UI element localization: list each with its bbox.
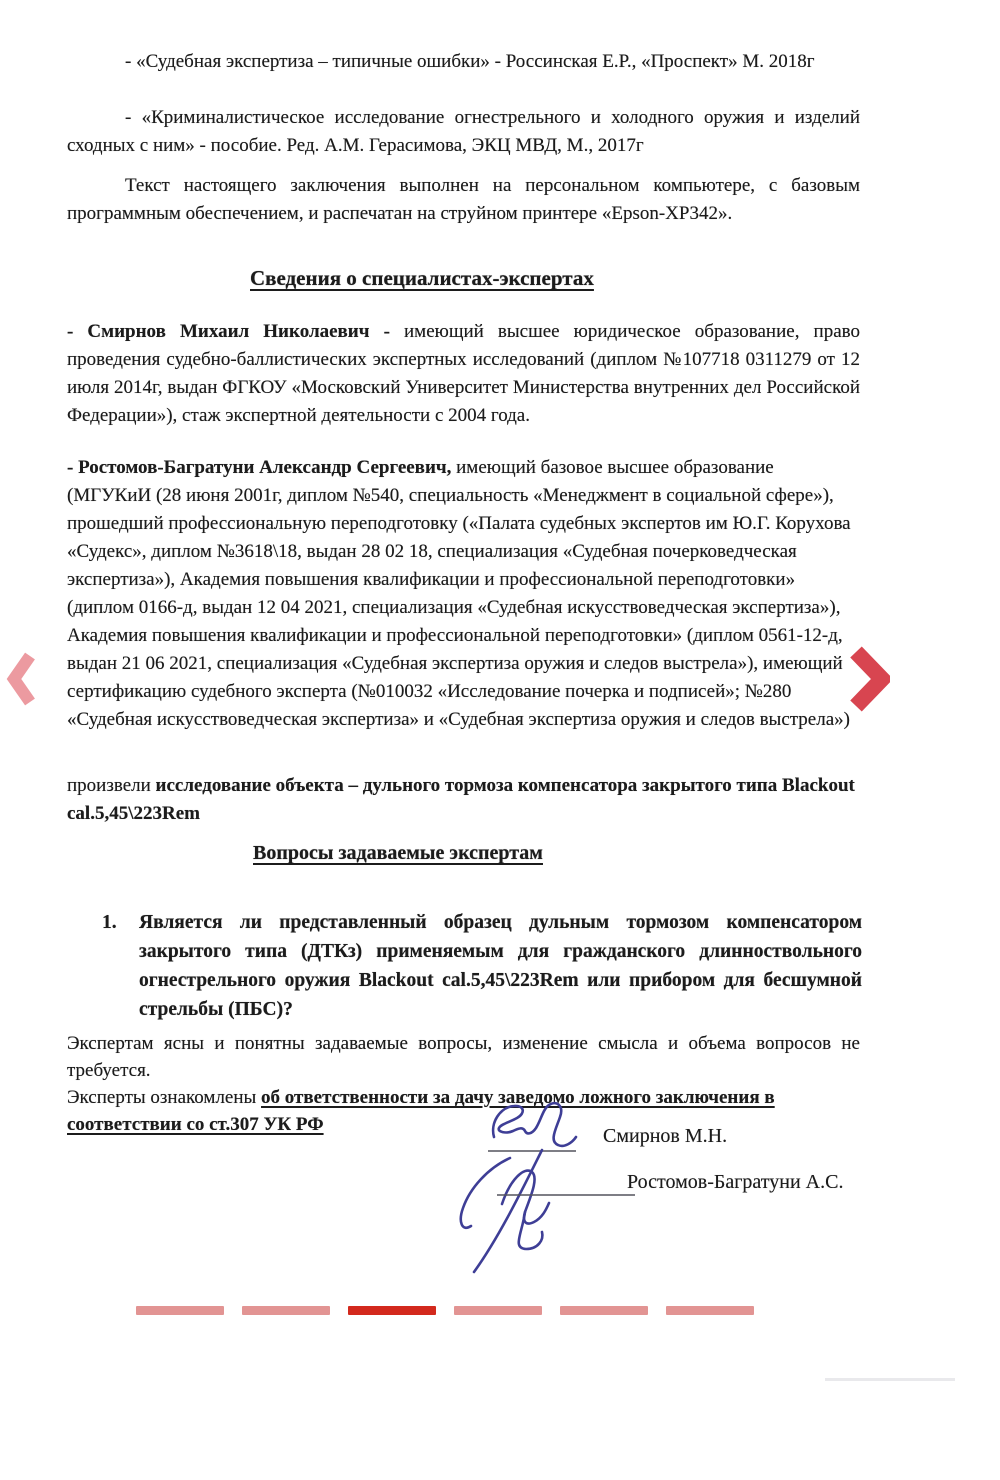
page-indicator-dash[interactable] xyxy=(560,1306,648,1315)
liability-statement: об ответственности за дачу заведомо ложного заключения в соответствии со ст.307 УК РФ xyxy=(67,1087,775,1135)
reference-item-2: - «Криминалистическое исследование огнестрельного и холодного оружия и изделий сходных с ним» - пособие. Ред. А.М. Герасимова, ЭКЦ МВД, М., 2017г xyxy=(67,107,860,156)
expert-smirnov-details: имеющий высшее юридическое образование, право проведения судебно-баллистических экспертных исследований (диплом №107718 0311279 от 12 июля 2014г, выдан ФГКОУ «Московский Университет Министерства внутренних дел Российской Федерации»), стаж экспертной деятельности с 2004 года. xyxy=(67,321,860,426)
liability-paragraph xyxy=(67,1084,860,1138)
expert-rostomov-name: - Ростомов-Багратуни Александр Сергеевич, xyxy=(67,457,452,478)
expert-smirnov-paragraph xyxy=(67,318,860,430)
signature-line-rostomov xyxy=(497,1194,635,1196)
signature-label-rostomov: Ростомов-Багратуни А.С. xyxy=(627,1171,844,1193)
page-indicator-dash[interactable] xyxy=(242,1306,330,1315)
scan-artifact xyxy=(825,1378,955,1381)
performed-prefix: произвели xyxy=(67,775,156,796)
expert-smirnov-name: - Смирнов Михаил Николаевич - xyxy=(67,321,390,342)
page-indicator-dash[interactable] xyxy=(454,1306,542,1315)
expert-rostomov-details: имеющий базовое высшее образование (МГУКиИ (28 июня 2001г, диплом №540, специальность «Менеджмент в социальной сфере»), прошедший профессиональную переподготовку («Палата судебных экспертов им Ю.Г. Корухова «Судекс», диплом №3618\18, выдан 28 02 18, специализация «Судебная почерковедческая экспертиза»), Академия повышения квалификации и профессиональной переподготовки» (диплом 0166-д, выдан 12 04 2021, специализация «Судебная искусствоведческая экспертиза»), Академия повышения квалификации и профессиональной переподготовки» (диплом 0561-12-д, выдан 21 06 2021, специализация «Судебная экспертиза оружия и следов выстрела»), имеющий сертификацию судебного эксперта (№010032 «Исследование почерка и подписей»; №280 «Судебная искусствоведческая экспертиза» и «Судебная экспертиза оружия и следов выстрела») xyxy=(67,457,851,730)
page-indicator-dash[interactable] xyxy=(136,1306,224,1315)
performed-research-paragraph xyxy=(67,772,860,828)
liability-prefix: Эксперты ознакомлены xyxy=(67,1087,262,1108)
signature-rostomov xyxy=(450,1146,575,1276)
experts-section-heading: Сведения о специалистах-экспертах xyxy=(250,266,594,290)
reference-item-1: - «Судебная экспертиза – типичные ошибки» - Россинская Е.Р., «Проспект» М. 2018г xyxy=(125,51,815,72)
question-number: 1. xyxy=(102,912,117,933)
next-page-arrow-icon[interactable] xyxy=(848,646,890,712)
expert-rostomov-paragraph xyxy=(67,454,860,734)
performed-object: исследование объекта – дульного тормоза компенсатора закрытого типа Blackout cal.5,45\223Rem xyxy=(67,775,855,824)
questions-section-heading: Вопросы задаваемые экспертам xyxy=(253,842,543,864)
signature-label-smirnov: Смирнов М.Н. xyxy=(603,1125,728,1147)
page-indicator[interactable] xyxy=(136,1306,754,1315)
prev-page-arrow-icon[interactable] xyxy=(6,652,36,706)
clarity-note-paragraph: Экспертам ясны и понятны задаваемые вопросы, изменение смысла и объема вопросов не требуется. xyxy=(67,1033,860,1081)
page-indicator-dash-active[interactable] xyxy=(348,1306,436,1315)
question-item-1 xyxy=(102,908,862,1024)
page-indicator-dash[interactable] xyxy=(666,1306,754,1315)
question-text: Является ли представленный образец дульным тормозом компенсатором закрытого типа (ДТКз) применяемым для гражданского длинноствольного огнестрельного оружия Blackout cal.5,45\223Rem или прибором для бесшумной стрельбы (ПБС)? xyxy=(139,912,862,1020)
printed-note-paragraph: Текст настоящего заключения выполнен на персональном компьютере, с базовым программным обеспечением, и распечатан на струйном принтере «Epson-XP342». xyxy=(67,175,860,224)
